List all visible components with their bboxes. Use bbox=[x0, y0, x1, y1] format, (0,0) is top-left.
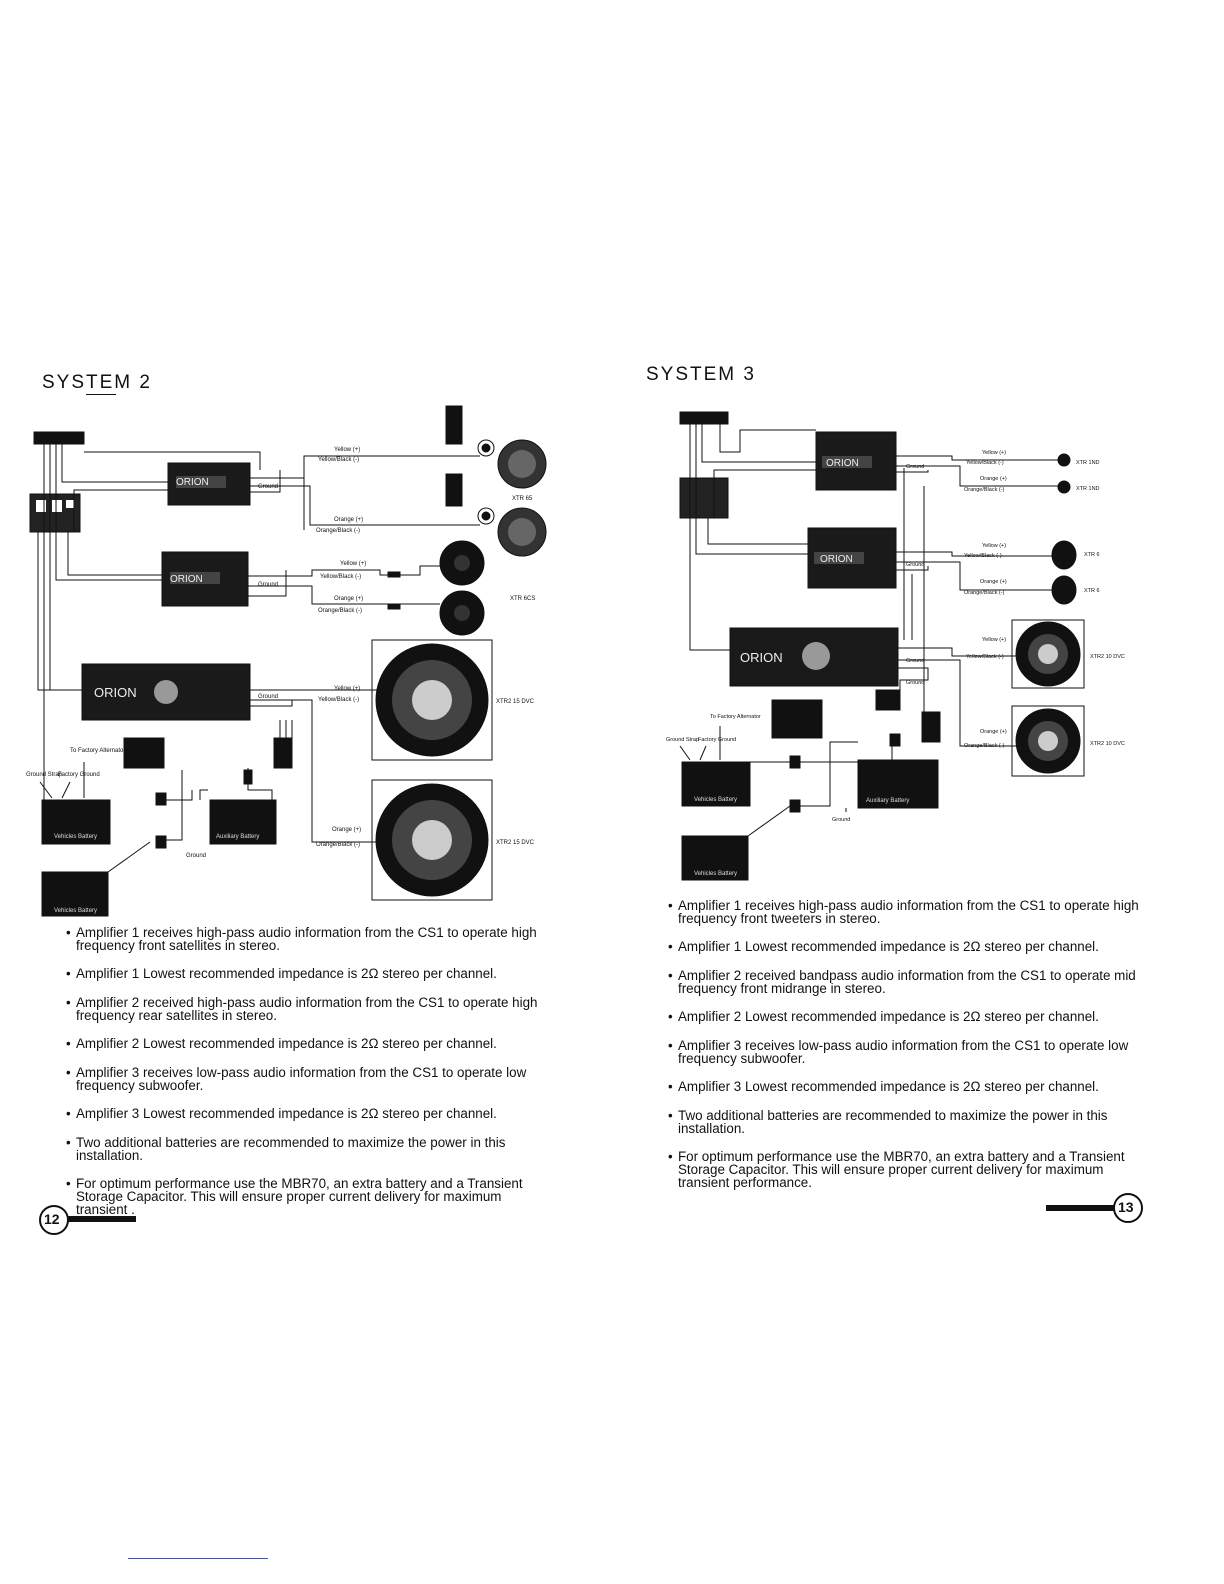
distribution-block bbox=[274, 738, 292, 768]
s3-label-factory-ground: Factory Ground bbox=[698, 737, 737, 743]
label-yellow-black-1: Yellow/Black (-) bbox=[318, 457, 360, 463]
system-2-diagram bbox=[30, 406, 546, 916]
label-ground-amp1: Ground bbox=[258, 484, 279, 490]
label-yellow-pos-3: Yellow (+) bbox=[334, 686, 361, 692]
label-orange-black-1: Orange/Black (-) bbox=[316, 528, 361, 534]
label-ground-amp3: Ground bbox=[258, 694, 279, 700]
bullet-item: • For optimum performance use the MBR70, an extra battery and a Transient Storage Capacitor. This will ensure proper current delivery for maximum transient . bbox=[66, 1176, 523, 1217]
label-orange-pos-1: Orange (+) bbox=[334, 517, 364, 523]
s3-amp-brand-2: ORION bbox=[820, 554, 853, 565]
label-orange-pos-2: Orange (+) bbox=[334, 596, 364, 602]
label-yellow-pos-2: Yellow (+) bbox=[340, 561, 367, 567]
label-to-factory-alternator: To Factory Alternator bbox=[70, 748, 126, 754]
passive-crossover-2 bbox=[446, 474, 462, 506]
mbr70 bbox=[124, 738, 164, 768]
crossover-cs1-s3 bbox=[680, 478, 728, 518]
s3-label-orange-black-3: Orange/Black (-) bbox=[964, 743, 1005, 749]
s3-label-yellow-pos-1: Yellow (+) bbox=[982, 450, 1007, 456]
s3-label-xtr1nd-a: XTR 1ND bbox=[1076, 460, 1100, 466]
s3-label-orange-black-2: Orange/Black (-) bbox=[964, 590, 1005, 596]
capacitor-s3 bbox=[876, 690, 900, 710]
s3-label-xtr6-b: XTR 6 bbox=[1084, 588, 1100, 594]
s3-label-ground-amp2: Ground bbox=[906, 562, 925, 568]
s3-label-xtr6-a: XTR 6 bbox=[1084, 552, 1100, 558]
s3-label-to-factory-alternator: To Factory Alternator bbox=[710, 714, 761, 720]
label-xtr2-15-b: XTR2 15 DVC bbox=[496, 840, 535, 846]
page-title-system-2: SYSTEM 2 bbox=[42, 372, 152, 393]
label-yellow-black-3: Yellow/Black (-) bbox=[318, 697, 360, 703]
mbr70-s3 bbox=[772, 700, 822, 738]
page-number-13: 13 bbox=[1118, 1199, 1134, 1215]
s3-label-orange-black-1: Orange/Black (-) bbox=[964, 487, 1005, 493]
crossover-cs1 bbox=[30, 494, 80, 532]
s3-label-yellow-black-1: Yellow/Black (-) bbox=[966, 460, 1004, 466]
label-yellow-pos-1: Yellow (+) bbox=[334, 447, 361, 453]
s3-label-yellow-pos-2: Yellow (+) bbox=[982, 543, 1007, 549]
amp-brand-2: ORION bbox=[170, 574, 203, 585]
tweeter-2-s3 bbox=[1058, 481, 1070, 493]
s3-label-ground-strap: Ground Strap bbox=[666, 737, 700, 743]
bullet-item: • Amplifier 2 Lowest recommended impedance is 2Ω stereo per channel. bbox=[66, 1036, 497, 1051]
s3-label-yellow-pos-3: Yellow (+) bbox=[982, 637, 1007, 643]
passive-crossover-1 bbox=[446, 406, 462, 444]
bullet-item: • Amplifier 2 Lowest recommended impedance is 2Ω stereo per channel. bbox=[668, 1009, 1099, 1024]
fuse-holder-3 bbox=[156, 836, 166, 848]
bullet-item: • Two additional batteries are recommended to maximize the power in this installation. bbox=[668, 1108, 1108, 1136]
head-unit bbox=[34, 432, 84, 444]
s3-label-orange-pos-3: Orange (+) bbox=[980, 729, 1007, 735]
label-auxiliary-battery: Auxiliary Battery bbox=[216, 834, 260, 840]
s3-label-yellow-black-3: Yellow/Black (-) bbox=[966, 654, 1004, 660]
amp-brand-1: ORION bbox=[176, 477, 209, 488]
bullet-item: • Amplifier 3 receives low-pass audio information from the CS1 to operate low frequency subwoofer. bbox=[66, 1065, 527, 1093]
s3-label-orange-pos-2: Orange (+) bbox=[980, 579, 1007, 585]
s3-label-xtr1nd-b: XTR 1ND bbox=[1076, 486, 1100, 492]
label-xtr65: XTR 65 bbox=[512, 496, 533, 502]
system-3-diagram bbox=[680, 412, 1084, 880]
label-vehicles-battery: Vehicles Battery bbox=[54, 834, 98, 840]
bullet-item: • Amplifier 2 received high-pass audio information from the CS1 to operate high frequency rear satellites in stereo. bbox=[66, 995, 538, 1023]
label-orange-pos-3: Orange (+) bbox=[332, 827, 362, 833]
label-orange-black-2: Orange/Black (-) bbox=[318, 608, 363, 614]
distribution-block-s3 bbox=[922, 712, 940, 742]
bullet-item: • Amplifier 3 receives low-pass audio information from the CS1 to operate low frequency subwoofer. bbox=[668, 1038, 1129, 1066]
bullet-item: • Amplifier 1 receives high-pass audio information from the CS1 to operate high frequency front satellites in stereo. bbox=[66, 925, 537, 953]
bullet-item: • Amplifier 1 receives high-pass audio information from the CS1 to operate high frequency front tweeters in stereo. bbox=[668, 898, 1139, 926]
s3-amp-brand-1: ORION bbox=[826, 458, 859, 469]
s3-label-vehicles-battery-2: Vehicles Battery bbox=[694, 871, 738, 877]
fuse-holder-2 bbox=[156, 793, 166, 805]
tweeter-1-s3 bbox=[1058, 454, 1070, 466]
bullet-item: • Amplifier 3 Lowest recommended impedance is 2Ω stereo per channel. bbox=[668, 1079, 1099, 1094]
bullet-item: • Amplifier 3 Lowest recommended impedance is 2Ω stereo per channel. bbox=[66, 1106, 497, 1121]
s3-label-vehicles-battery: Vehicles Battery bbox=[694, 797, 738, 803]
s3-label-orange-pos-1: Orange (+) bbox=[980, 476, 1007, 482]
bullet-item: • For optimum performance use the MBR70, an extra battery and a Transient Storage Capacitor. This will ensure proper current delivery for maximum transient performance. bbox=[668, 1149, 1125, 1190]
bullet-item: • Amplifier 1 Lowest recommended impedance is 2Ω stereo per channel. bbox=[668, 939, 1099, 954]
label-xtr6cs: XTR 6CS bbox=[510, 596, 536, 602]
label-vehicles-battery-2: Vehicles Battery bbox=[54, 908, 98, 914]
s3-label-ground-cap: Ground bbox=[906, 680, 925, 686]
s3-amp-brand-3: ORION bbox=[740, 650, 783, 665]
s3-label-xtr2-10-b: XTR2 10 DVC bbox=[1090, 741, 1125, 747]
head-unit-s3 bbox=[680, 412, 728, 424]
s3-label-ground-amp3: Ground bbox=[906, 658, 925, 664]
bullet-item: • Two additional batteries are recommended to maximize the power in this installation. bbox=[66, 1135, 506, 1163]
midrange-2-s3 bbox=[1052, 576, 1076, 604]
amp-brand-3: ORION bbox=[94, 685, 137, 700]
midrange-1-s3 bbox=[1052, 541, 1076, 569]
label-ground-bottom: Ground bbox=[186, 853, 207, 859]
label-ground-amp2: Ground bbox=[258, 582, 279, 588]
label-xtr2-15-a: XTR2 15 DVC bbox=[496, 699, 535, 705]
label-orange-black-3: Orange/Black (-) bbox=[316, 842, 361, 848]
s3-label-yellow-black-2: Yellow/Black (-) bbox=[964, 553, 1002, 559]
fuse-holder-1 bbox=[244, 770, 252, 784]
s3-label-xtr2-10-a: XTR2 10 DVC bbox=[1090, 654, 1125, 660]
label-ground-strap: Ground Strap bbox=[26, 772, 63, 778]
label-factory-ground: Factory Ground bbox=[58, 772, 100, 778]
footer-rule bbox=[128, 1558, 268, 1559]
label-yellow-black-2: Yellow/Black (-) bbox=[320, 574, 362, 580]
page-number-12: 12 bbox=[44, 1211, 60, 1227]
s3-label-ground-bottom: Ground bbox=[832, 817, 851, 823]
page-title-system-3: SYSTEM 3 bbox=[646, 364, 756, 385]
s3-label-auxiliary-battery: Auxiliary Battery bbox=[866, 798, 910, 804]
s3-label-ground-amp1: Ground bbox=[906, 464, 925, 470]
bullet-item: • Amplifier 2 received bandpass audio information from the CS1 to operate mid frequency front midrange in stereo. bbox=[668, 968, 1136, 996]
bullet-item: • Amplifier 1 Lowest recommended impedance is 2Ω stereo per channel. bbox=[66, 966, 497, 981]
